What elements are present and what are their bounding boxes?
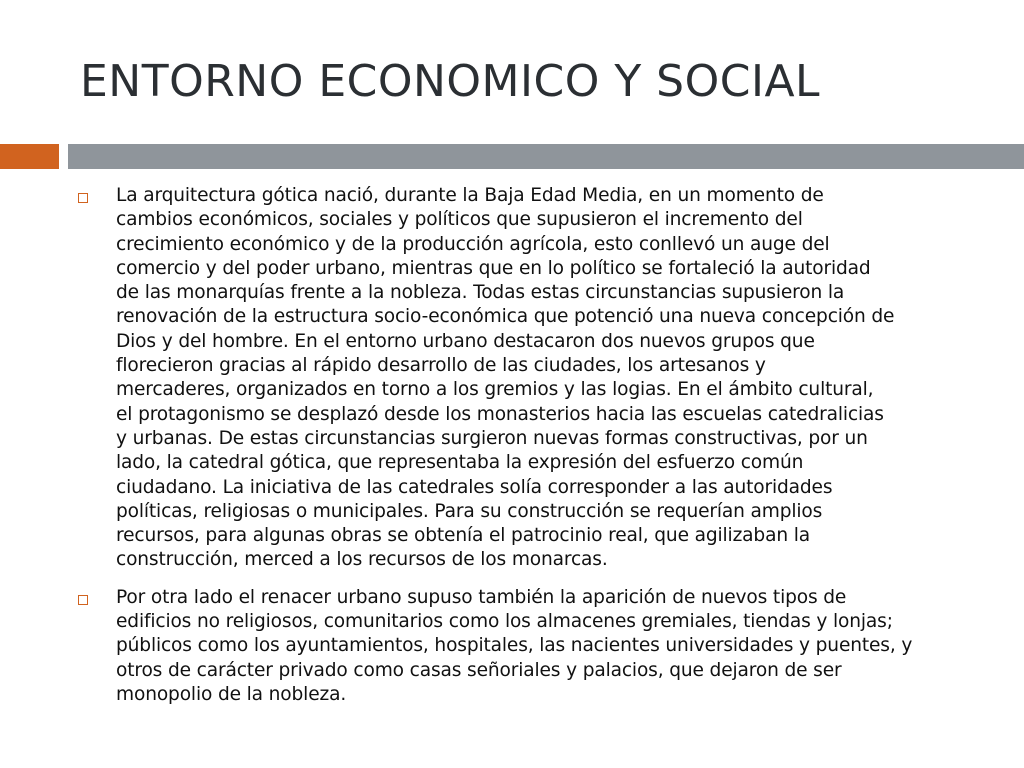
text-line: el protagonismo se desplazó desde los monasterios hacia las escuelas catedralicias <box>116 403 884 425</box>
text-line: monopolio de la nobleza. <box>116 683 347 705</box>
text-line: edificios no religiosos, comunitarios como los almacenes gremiales, tiendas y lonjas; <box>116 611 893 633</box>
slide-content <box>78 184 982 720</box>
text-line: La arquitectura gótica nació, durante la Baja Edad Media, en un momento de <box>116 185 824 206</box>
text-line: cambios económicos, sociales y políticos que supusieron el incremento del <box>116 209 803 231</box>
hollow-square-icon <box>78 193 88 203</box>
text-line: construcción, merced a los recursos de los monarcas. <box>116 549 608 571</box>
text-line: Dios y del hombre. En el entorno urbano destacaron dos nuevos grupos que <box>116 330 815 352</box>
bullet-item <box>78 184 982 573</box>
text-line: crecimiento económico y de la producción agrícola, esto conllevó un auge del <box>116 233 830 255</box>
title-divider-bar <box>68 144 1024 169</box>
title-accent-bar <box>0 144 59 169</box>
text-line: y urbanas. De estas circunstancias surgieron nuevas formas constructivas, por un <box>116 427 868 449</box>
text-line: públicos como los ayuntamientos, hospitales, las nacientes universidades y puentes, y <box>116 635 913 657</box>
text-line: políticas, religiosas o municipales. Para su construcción se requerían amplios <box>116 500 823 522</box>
hollow-square-icon <box>78 595 88 605</box>
text-line: Por otra lado el renacer urbano supuso también la aparición de nuevos tipos de <box>116 586 847 608</box>
text-line: recursos, para algunas obras se obtenía el patrocinio real, que agilizaban la <box>116 525 810 547</box>
text-line: comercio y del poder urbano, mientras que en lo político se fortaleció la autoridad <box>116 257 871 279</box>
text-line: otros de carácter privado como casas señoriales y palacios, que dejaron de ser <box>116 659 842 681</box>
slide-title: ENTORNO ECONOMICO Y SOCIAL <box>80 56 821 107</box>
text-line: mercaderes, organizados en torno a los gremios y las logias. En el ámbito cultural, <box>116 379 874 401</box>
bullet-text <box>116 184 982 573</box>
text-line: renovación de la estructura socio-económica que potenció una nueva concepción de <box>116 306 895 328</box>
bullet-text <box>116 586 982 707</box>
text-line: ciudadano. La iniciativa de las catedrales solía corresponder a las autoridades <box>116 476 833 498</box>
text-line: de las monarquías frente a la nobleza. Todas estas circunstancias supusieron la <box>116 282 845 304</box>
bullet-item <box>78 586 982 707</box>
text-line: lado, la catedral gótica, que representaba la expresión del esfuerzo común <box>116 452 804 474</box>
text-line: florecieron gracias al rápido desarrollo de las ciudades, los artesanos y <box>116 355 766 377</box>
